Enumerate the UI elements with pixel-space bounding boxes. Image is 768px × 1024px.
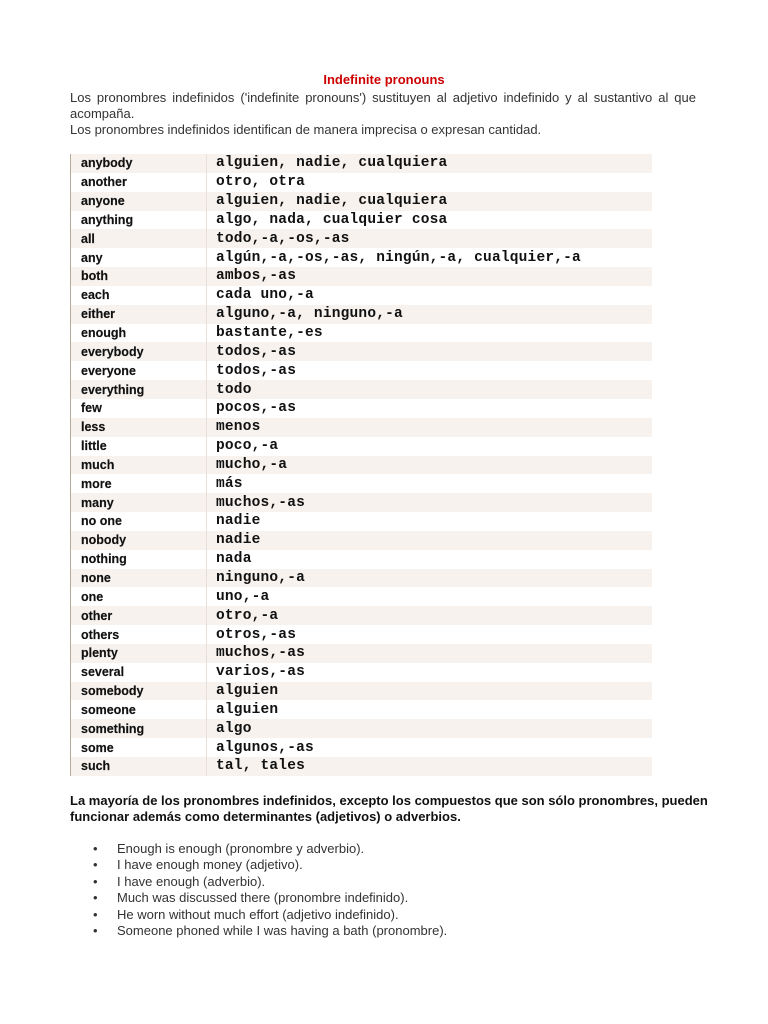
- bullet-icon: •: [93, 923, 98, 939]
- spanish-translation: uno,-a: [206, 587, 269, 606]
- spanish-translation: mucho,-a: [206, 456, 287, 475]
- table-row: [70, 173, 652, 192]
- intro-paragraph: Los pronombres indefinidos identifican de manera imprecisa o expresan cantidad.: [70, 122, 542, 137]
- list-item: [70, 857, 670, 873]
- table-row: [70, 757, 652, 776]
- spanish-translation: bastante,-es: [206, 324, 323, 343]
- english-pronoun: everyone: [81, 363, 136, 378]
- list-item: [70, 874, 670, 890]
- table-row: [70, 229, 652, 248]
- english-pronoun: few: [81, 401, 102, 416]
- spanish-translation: algún,-a,-os,-as, ningún,-a, cualquier,-a: [206, 248, 581, 267]
- spanish-translation: nadie: [206, 531, 261, 550]
- spanish-translation: muchos,-as: [206, 493, 305, 512]
- spanish-translation: ambos,-as: [206, 267, 296, 286]
- table-row: [70, 663, 652, 682]
- spanish-translation: algo, nada, cualquier cosa: [206, 211, 447, 230]
- pronoun-table: [70, 154, 652, 776]
- table-row: [70, 380, 652, 399]
- table-row: [70, 418, 652, 437]
- example-text: Much was discussed there (pronombre indefinido).: [117, 890, 409, 906]
- spanish-translation: todo,-a,-os,-as: [206, 229, 350, 248]
- bullet-icon: •: [93, 906, 98, 922]
- examples-list: [70, 841, 670, 939]
- spanish-translation: nada: [206, 550, 252, 569]
- spanish-translation: todo: [206, 380, 252, 399]
- spanish-translation: nadie: [206, 512, 261, 531]
- example-text: Enough is enough (pronombre y adverbio).: [117, 841, 365, 856]
- spanish-translation: varios,-as: [206, 663, 305, 682]
- english-pronoun: all: [81, 231, 95, 246]
- spanish-translation: otros,-as: [206, 625, 296, 644]
- table-row: [70, 606, 652, 625]
- table-row: [70, 644, 652, 663]
- table-row: [70, 569, 652, 588]
- table-row: [70, 738, 652, 757]
- spanish-translation: alguien: [206, 700, 278, 719]
- spanish-translation: alguien: [206, 682, 278, 701]
- english-pronoun: little: [81, 439, 107, 454]
- list-item: [70, 923, 670, 939]
- english-pronoun: somebody: [81, 684, 144, 699]
- table-row: [70, 719, 652, 738]
- bullet-icon: •: [93, 857, 98, 873]
- spanish-translation: otro, otra: [206, 173, 305, 192]
- english-pronoun: plenty: [81, 646, 118, 661]
- english-pronoun: any: [81, 250, 103, 265]
- spanish-translation: muchos,-as: [206, 644, 305, 663]
- table-row: [70, 493, 652, 512]
- spanish-translation: todos,-as: [206, 361, 296, 380]
- table-row: [70, 342, 652, 361]
- table-row: [70, 192, 652, 211]
- english-pronoun: something: [81, 721, 145, 736]
- english-pronoun: more: [81, 476, 112, 491]
- list-item: [70, 907, 670, 923]
- english-pronoun: no one: [81, 514, 122, 529]
- note-text: La mayoría de los pronombres indefinidos, excepto los compuestos que son sólo pronombres, pueden funcionar además como determinantes (adjetivos) o adverbios.: [70, 793, 708, 824]
- table-row: [70, 305, 652, 324]
- intro-text: [70, 90, 696, 138]
- english-pronoun: several: [81, 665, 125, 680]
- example-text: He worn without much effort (adjetivo indefinido).: [117, 906, 399, 922]
- spanish-translation: cada uno,-a: [206, 286, 314, 305]
- english-pronoun: one: [81, 589, 104, 604]
- english-pronoun: each: [81, 288, 110, 303]
- english-pronoun: either: [81, 307, 116, 322]
- english-pronoun: others: [81, 627, 120, 642]
- table-row: [70, 474, 652, 493]
- intro-paragraph: Los pronombres indefinidos ('indefinite pronouns') sustituyen al adjetivo indefinido y al sustantivo al que acompaña.: [70, 90, 696, 121]
- table-row: [70, 437, 652, 456]
- english-pronoun: everything: [81, 382, 145, 397]
- english-pronoun: anybody: [81, 156, 133, 171]
- bullet-icon: •: [93, 873, 98, 889]
- bullet-icon: •: [93, 841, 98, 856]
- table-row: [70, 550, 652, 569]
- spanish-translation: otro,-a: [206, 606, 278, 625]
- english-pronoun: none: [81, 570, 111, 585]
- english-pronoun: less: [81, 420, 106, 435]
- table-row: [70, 286, 652, 305]
- english-pronoun: everybody: [81, 344, 144, 359]
- table-row: [70, 399, 652, 418]
- english-pronoun: nothing: [81, 552, 127, 567]
- spanish-translation: alguien, nadie, cualquiera: [206, 154, 447, 173]
- spanish-translation: más: [206, 474, 243, 493]
- table-row: [70, 267, 652, 286]
- spanish-translation: alguno,-a, ninguno,-a: [206, 305, 403, 324]
- spanish-translation: todos,-as: [206, 342, 296, 361]
- list-item: [70, 890, 670, 906]
- english-pronoun: many: [81, 495, 114, 510]
- list-item: [70, 841, 670, 857]
- spanish-translation: pocos,-as: [206, 399, 296, 418]
- english-pronoun: another: [81, 175, 127, 190]
- bullet-icon: •: [93, 890, 98, 906]
- english-pronoun: such: [81, 759, 111, 774]
- english-pronoun: anyone: [81, 194, 125, 209]
- table-row: [70, 700, 652, 719]
- english-pronoun: nobody: [81, 533, 127, 548]
- table-row: [70, 361, 652, 380]
- table-row: [70, 211, 652, 230]
- spanish-translation: ninguno,-a: [206, 569, 305, 588]
- spanish-translation: algunos,-as: [206, 738, 314, 757]
- example-text: Someone phoned while I was having a bath (pronombre).: [117, 923, 448, 939]
- example-text: I have enough (adverbio).: [117, 873, 266, 889]
- page-title: Indefinite pronouns: [323, 72, 445, 87]
- table-row: [70, 531, 652, 550]
- note-paragraph: [70, 793, 710, 825]
- english-pronoun: some: [81, 740, 114, 755]
- spanish-translation: menos: [206, 418, 261, 437]
- english-pronoun: much: [81, 457, 115, 472]
- spanish-translation: algo: [206, 719, 252, 738]
- spanish-translation: alguien, nadie, cualquiera: [206, 192, 447, 211]
- example-text: I have enough money (adjetivo).: [117, 857, 303, 873]
- english-pronoun: someone: [81, 702, 136, 717]
- table-row: [70, 682, 652, 701]
- table-row: [70, 587, 652, 606]
- english-pronoun: both: [81, 269, 109, 284]
- english-pronoun: other: [81, 608, 113, 623]
- table-row: [70, 248, 652, 267]
- table-row: [70, 625, 652, 644]
- table-row: [70, 512, 652, 531]
- spanish-translation: tal, tales: [206, 757, 305, 776]
- english-pronoun: enough: [81, 326, 127, 341]
- table-row: [70, 456, 652, 475]
- spanish-translation: poco,-a: [206, 437, 278, 456]
- english-pronoun: anything: [81, 212, 134, 227]
- table-row: [70, 154, 652, 173]
- table-row: [70, 324, 652, 343]
